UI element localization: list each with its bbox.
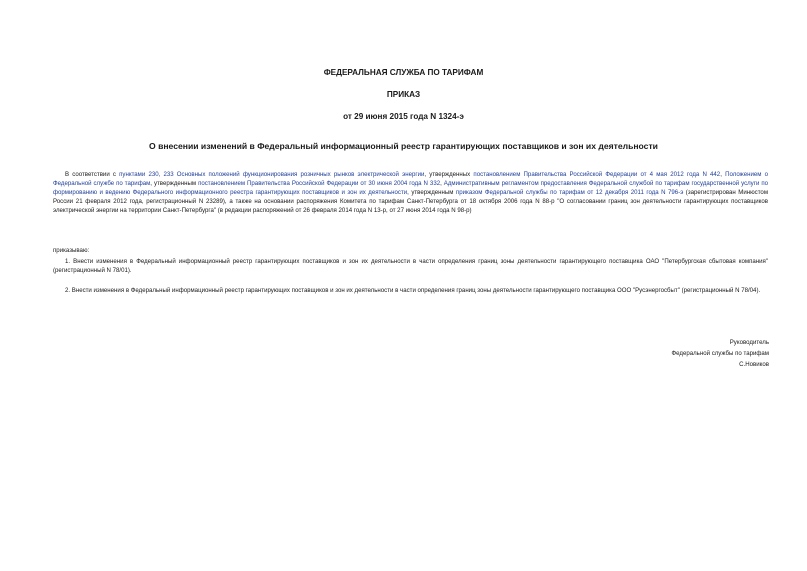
preamble-paragraph xyxy=(53,170,768,215)
link-government-decree-332[interactable]: постановлением Правительства Российской Федерации от 30 июня 2004 года N 332 xyxy=(198,180,441,187)
signature-position: Руководитель xyxy=(729,339,769,346)
order-word: приказываю: xyxy=(53,247,90,254)
link-retail-market-rules[interactable]: пунктами 230, 233 Основных положений функционирования розничных рынков электрической энергии xyxy=(119,171,425,178)
preamble-text: , утвержденным xyxy=(407,189,456,196)
document-date-number: от 29 июня 2015 года N 1324-э xyxy=(343,112,464,121)
document-type: ПРИКАЗ xyxy=(386,90,421,99)
preamble-text: , xyxy=(440,180,444,187)
preamble-text: , xyxy=(720,171,726,178)
signature-name: С.Новиков xyxy=(739,361,769,368)
link-government-decree-442[interactable]: постановлением Правительства Российской Федерации от 4 мая 2012 года N 442 xyxy=(473,171,721,178)
preamble-text: , утвержденных xyxy=(424,171,474,178)
agency-title: ФЕДЕРАЛЬНАЯ СЛУЖБА ПО ТАРИФАМ xyxy=(323,68,484,77)
preamble-text: (зарегистрирован Минюстом России 21 февраля 2012 года, регистрационный N 23289), а также на основании распоряжения Комитета по тарифам Санкт-Петербурга от 18 октября 2006 года N 88-р "О согласовании границ зон деятельности гарантирующих поставщиков электрической энергии на территории Санкт-Петербурга" (в редакции распоряжений от 26 февраля 2014 года N 13-р, от 27 июня 2014 года N 98-р) xyxy=(53,189,769,214)
order-item-2: 2. Внести изменения в Федеральный информационный реестр гарантирующих поставщиков и зон их деятельности в части определения границ зоны деятельности гарантирующего поставщика ООО "Русэнергосбыт" (регистрационный N 78/04). xyxy=(65,287,761,294)
signature-organization: Федеральной службы по тарифам xyxy=(671,350,769,357)
link-administrative-regulation[interactable]: Административным регламентом предоставления Федеральной службой по тарифам государственной услуги по формированию и ведению Федерального информационного реестра гарантирующих поставщиков и зон их деятельности xyxy=(53,180,769,196)
preamble-text: В соответствии с xyxy=(65,171,120,178)
order-item-1: 1. Внести изменения в Федеральный информационный реестр гарантирующих поставщиков и зон их деятельности в части определения границ зоны деятельности гарантирующего поставщика ОАО "Петербургская сбытовая компания" (регистрационный N 78/01). xyxy=(53,258,768,274)
link-fst-order-796e[interactable]: приказом Федеральной службы по тарифам от 12 декабря 2011 года N 796-э xyxy=(455,189,684,196)
preamble-text: , утвержденным xyxy=(150,180,199,187)
link-fst-regulation[interactable]: Положением о Федеральной службе по тарифам xyxy=(53,171,769,187)
document-subject: О внесении изменений в Федеральный информационный реестр гарантирующих поставщиков и зон их деятельности xyxy=(149,141,658,151)
